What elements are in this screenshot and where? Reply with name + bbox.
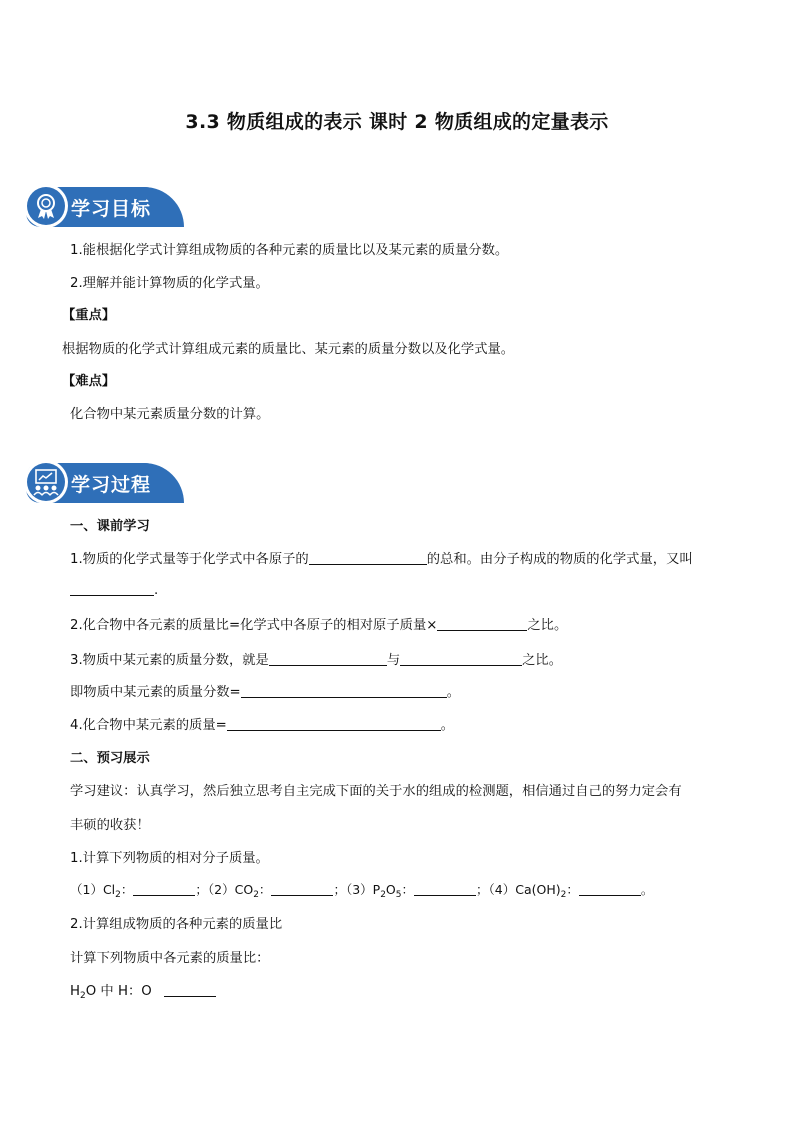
question-1-cont bbox=[70, 581, 158, 598]
q1-text-b: 的总和。由分子构成的物质的化学式量，又叫 bbox=[426, 552, 693, 567]
colon: ： bbox=[566, 882, 579, 897]
banner-badge bbox=[24, 460, 68, 504]
question-3 bbox=[70, 649, 562, 668]
part1-heading: 一、课前学习 bbox=[70, 519, 150, 534]
item-caoh2: ；（4）Ca(OH) bbox=[476, 882, 561, 897]
section-banner-process bbox=[26, 463, 170, 503]
key-points-heading: 【重点】 bbox=[62, 308, 116, 323]
section-label-process: 学习过程 bbox=[71, 474, 152, 496]
section-banner-goals bbox=[26, 187, 170, 227]
blank-cl2[interactable] bbox=[133, 881, 195, 896]
q2-text-a: 2.化合物中各元素的质量比=化学式中各原子的相对原子质量× bbox=[70, 618, 438, 633]
blank-caoh2[interactable] bbox=[579, 881, 641, 896]
section-label-goals: 学习目标 bbox=[71, 198, 152, 220]
q4-text: 4.化合物中某元素的质量= bbox=[70, 718, 227, 733]
goal-item-1: 1.能根据化学式计算组成物质的各种元素的质量比以及某元素的质量分数。 bbox=[70, 243, 509, 258]
goal-item-2: 2.理解并能计算物质的化学式量。 bbox=[70, 276, 269, 291]
oxygen-symbol: O bbox=[385, 882, 396, 897]
q3-text-b: 与 bbox=[386, 653, 401, 668]
item-cl2: （1）Cl bbox=[70, 882, 116, 897]
practice-1-items bbox=[70, 880, 653, 900]
banner-badge bbox=[24, 184, 68, 228]
question-3-formula bbox=[70, 681, 460, 700]
subscript: 2 bbox=[80, 991, 86, 1001]
difficult-points-heading: 【难点】 bbox=[62, 374, 116, 389]
colon: ： bbox=[401, 882, 415, 897]
blank-p2o5[interactable] bbox=[414, 881, 476, 896]
part2-heading: 二、预习展示 bbox=[70, 751, 150, 766]
q3-formula-blank[interactable] bbox=[241, 683, 447, 698]
q1-end: . bbox=[154, 583, 159, 598]
page-title: 3.3 物质组成的表示 课时 2 物质组成的定量表示 bbox=[185, 111, 609, 133]
award-ribbon-icon bbox=[27, 187, 65, 225]
subscript: 2 bbox=[560, 890, 567, 900]
q2-blank[interactable] bbox=[437, 616, 527, 631]
subscript: 2 bbox=[380, 890, 386, 900]
q3-formula-end: 。 bbox=[446, 685, 461, 700]
h2o-blank[interactable] bbox=[164, 982, 216, 997]
q2-text-b: 之比。 bbox=[527, 618, 568, 633]
practice-2: 2.计算组成物质的各种元素的质量比 bbox=[70, 917, 283, 932]
q3-text-a: 3.物质中某元素的质量分数，就是 bbox=[70, 653, 269, 668]
q4-blank[interactable] bbox=[227, 716, 441, 731]
practice-2-sub: 计算下列物质中各元素的质量比： bbox=[70, 951, 270, 966]
h2o-ratio-question bbox=[70, 980, 216, 1001]
key-points-text: 根据物质的化学式计算组成元素的质量比、某元素的质量分数以及化学式量。 bbox=[62, 342, 515, 357]
presentation-group-icon bbox=[27, 463, 65, 501]
subscript: 2 bbox=[115, 890, 121, 900]
h2o-rest: O 中 H：O bbox=[85, 984, 152, 999]
difficult-points-text: 化合物中某元素质量分数的计算。 bbox=[70, 407, 270, 422]
q1-blank-1[interactable] bbox=[309, 550, 427, 565]
h2o-h: H bbox=[70, 984, 80, 999]
blank-co2[interactable] bbox=[271, 881, 333, 896]
q3-text-c: 之比。 bbox=[522, 653, 563, 668]
q1-text-a: 1.物质的化学式量等于化学式中各原子的 bbox=[70, 552, 309, 567]
subscript: 2 bbox=[253, 890, 259, 900]
period: 。 bbox=[640, 882, 654, 897]
question-1 bbox=[70, 548, 693, 567]
advice-line-1: 学习建议：认真学习，然后独立思考自主完成下面的关于水的组成的检测题，相信通过自己的努力定会有 bbox=[70, 784, 682, 799]
q3-blank-2[interactable] bbox=[400, 651, 522, 666]
advice-line-2: 丰硕的收获！ bbox=[70, 818, 150, 833]
q4-end: 。 bbox=[440, 718, 455, 733]
q1-blank-2[interactable] bbox=[70, 581, 154, 596]
item-p2o5: ；（3）P bbox=[333, 882, 381, 897]
q3-blank-1[interactable] bbox=[269, 651, 387, 666]
colon: ： bbox=[258, 882, 272, 897]
q3-formula-text: 即物质中某元素的质量分数= bbox=[70, 685, 241, 700]
item-co2: ；（2）CO bbox=[195, 882, 254, 897]
question-2 bbox=[70, 614, 567, 633]
practice-1: 1.计算下列物质的相对分子质量。 bbox=[70, 851, 269, 866]
subscript: 5 bbox=[395, 890, 402, 900]
question-4 bbox=[70, 714, 454, 733]
colon: ： bbox=[120, 882, 134, 897]
